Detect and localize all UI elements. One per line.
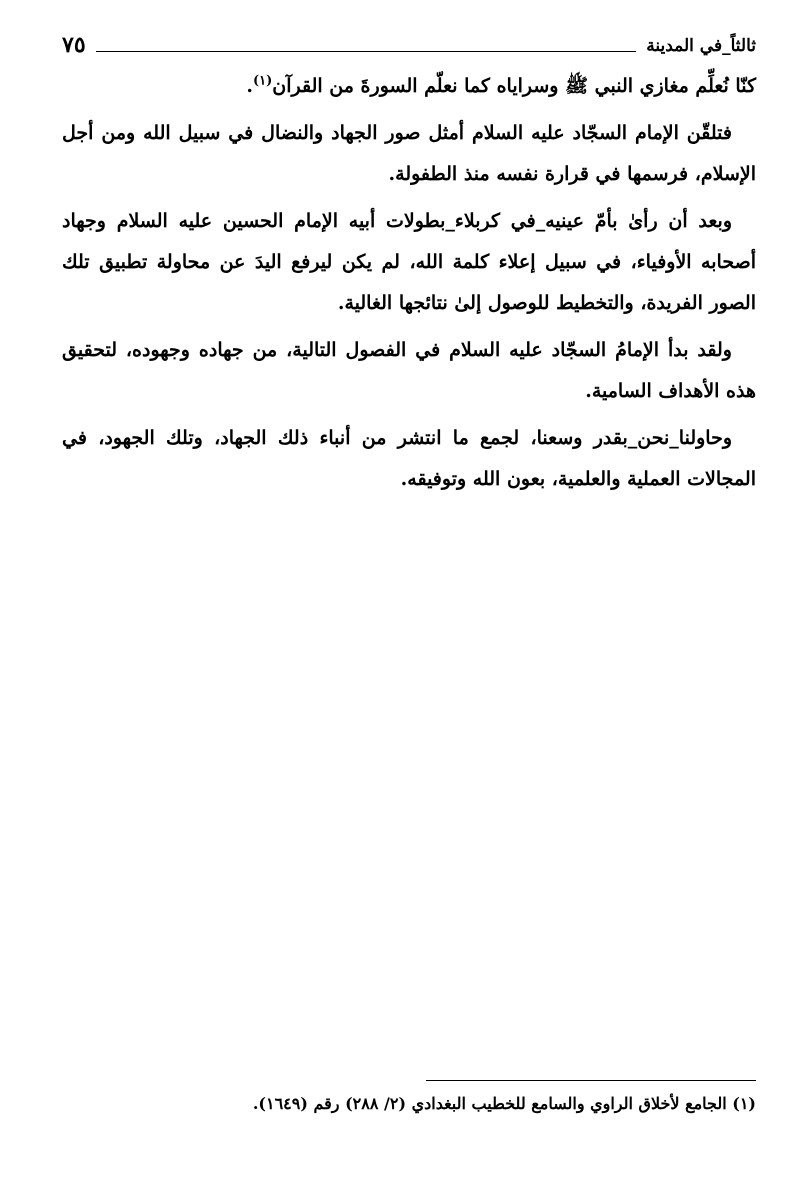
header-rule (96, 51, 637, 52)
paragraph-1-text: كنّا نُعلِّم مغازي النبي ﷺ وسراياه كما نعلّم السورةَ من القرآن (272, 75, 756, 97)
footnote-marker: (١) (253, 73, 273, 89)
footnote-1: (١) الجامع لأخلاق الراوي والسامع للخطيب البغدادي (٢/ ٢٨٨) رقم (١٦٤٩). (252, 1094, 756, 1113)
book-page (62, 28, 756, 1158)
footnotes (62, 1080, 756, 1117)
body-text (62, 66, 756, 500)
paragraph-1 (62, 66, 756, 107)
paragraph-5: وحاولنا_نحن_بقدر وسعنا، لجمع ما انتشر من أنباء ذلك الجهاد، وتلك الجهود، في المجالات العملية والعلمية، بعون الله وتوفيقه. (62, 427, 756, 490)
paragraph-1-tail: . (246, 75, 253, 97)
paragraph-2: فتلقّن الإمام السجّاد عليه السلام أمثل صور الجهاد والنضال في سبيل الله ومن أجل الإسلام، فرسمها في قرارة نفسه منذ الطفولة. (62, 122, 756, 185)
paragraph-4: ولقد بدأ الإمامُ السجّاد عليه السلام في الفصول التالية، من جهاده وجهوده، لتحقيق هذه الأهداف السامية. (62, 339, 756, 402)
running-title: ثالثاً_في المدينة (646, 36, 756, 56)
footnote-rule (426, 1080, 756, 1081)
page-header (62, 28, 756, 60)
page-number: ٧٥ (62, 32, 86, 58)
paragraph-3: وبعد أن رأىٰ بأمّ عينيه_في كربلاء_بطولات أبيه الإمام الحسين عليه السلام وجهاد أصحابه الأوفياء، في سبيل إعلاء كلمة الله، لم يكن ليرفع اليدَ عن محاولة تطبيق تلك الصور الفريدة، والتخطيط للوصول إلىٰ نتائجها الغالية. (62, 210, 756, 314)
